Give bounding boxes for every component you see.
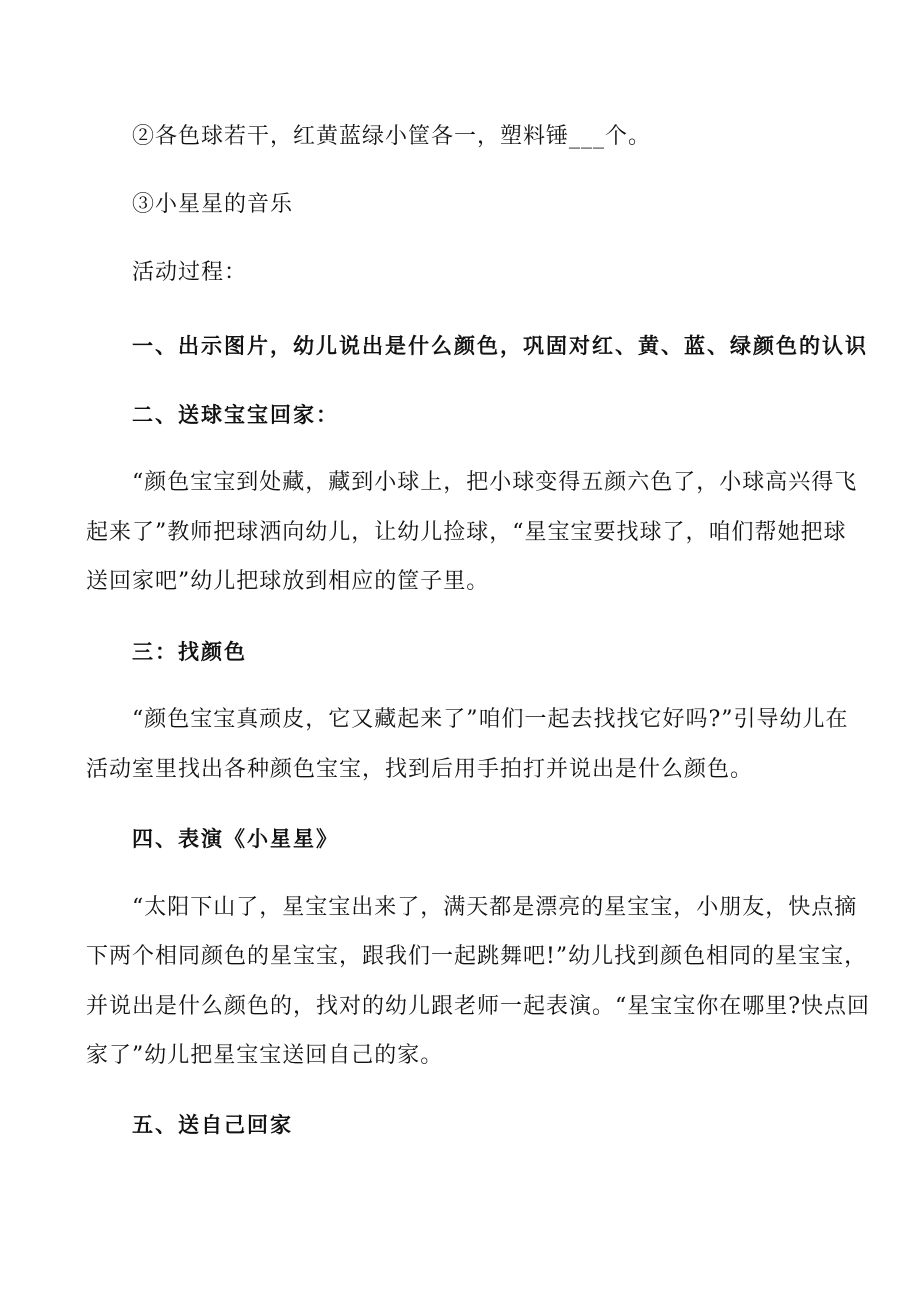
step-4-line-2: 下两个相同颜色的星宝宝，跟我们一起跳舞吧!”幼儿找到颜色相同的星宝宝，: [86, 944, 868, 969]
step-2-line-2: 起来了”教师把球洒向幼儿，让幼儿捡球，“星宝宝要找球了，咱们帮她把球: [86, 520, 847, 545]
step-3-line-2: 活动室里找出各种颜色宝宝，找到后用手拍打并说出是什么颜色。: [86, 757, 754, 782]
step-1-heading: 一、出示图片，幼儿说出是什么颜色，巩固对红、黄、蓝、绿颜色的认识: [132, 334, 868, 358]
step-5-heading: 五、送自己回家: [132, 1113, 293, 1137]
materials-item-2: ②各色球若干，红黄蓝绿小筐各一，塑料锤___个。: [132, 124, 652, 149]
step-3-heading: 三：找颜色: [132, 640, 247, 664]
step-2-line-1: “颜色宝宝到处藏，藏到小球上，把小球变得五颜六色了，小球高兴得飞: [132, 470, 858, 495]
materials-item-3: ③小星星的音乐: [132, 192, 294, 217]
step-2-heading: 二、送球宝宝回家：: [132, 403, 339, 427]
step-4-heading: 四、表演《小星星》: [132, 827, 339, 851]
step-4-line-4: 家了”幼儿把星宝宝送回自己的家。: [86, 1043, 444, 1068]
step-3-line-1: “颜色宝宝真顽皮，它又藏起来了”咱们一起去找找它好吗?”引导幼儿在: [132, 707, 849, 732]
step-4-line-1: “太阳下山了，星宝宝出来了，满天都是漂亮的星宝宝，小朋友，快点摘: [132, 895, 858, 920]
step-4-line-3: 并说出是什么颜色的，找对的幼儿跟老师一起表演。“星宝宝你在哪里?快点回: [86, 994, 871, 1019]
process-label: 活动过程：: [132, 260, 248, 285]
step-2-line-3: 送回家吧”幼儿把球放到相应的筐子里。: [86, 569, 490, 594]
